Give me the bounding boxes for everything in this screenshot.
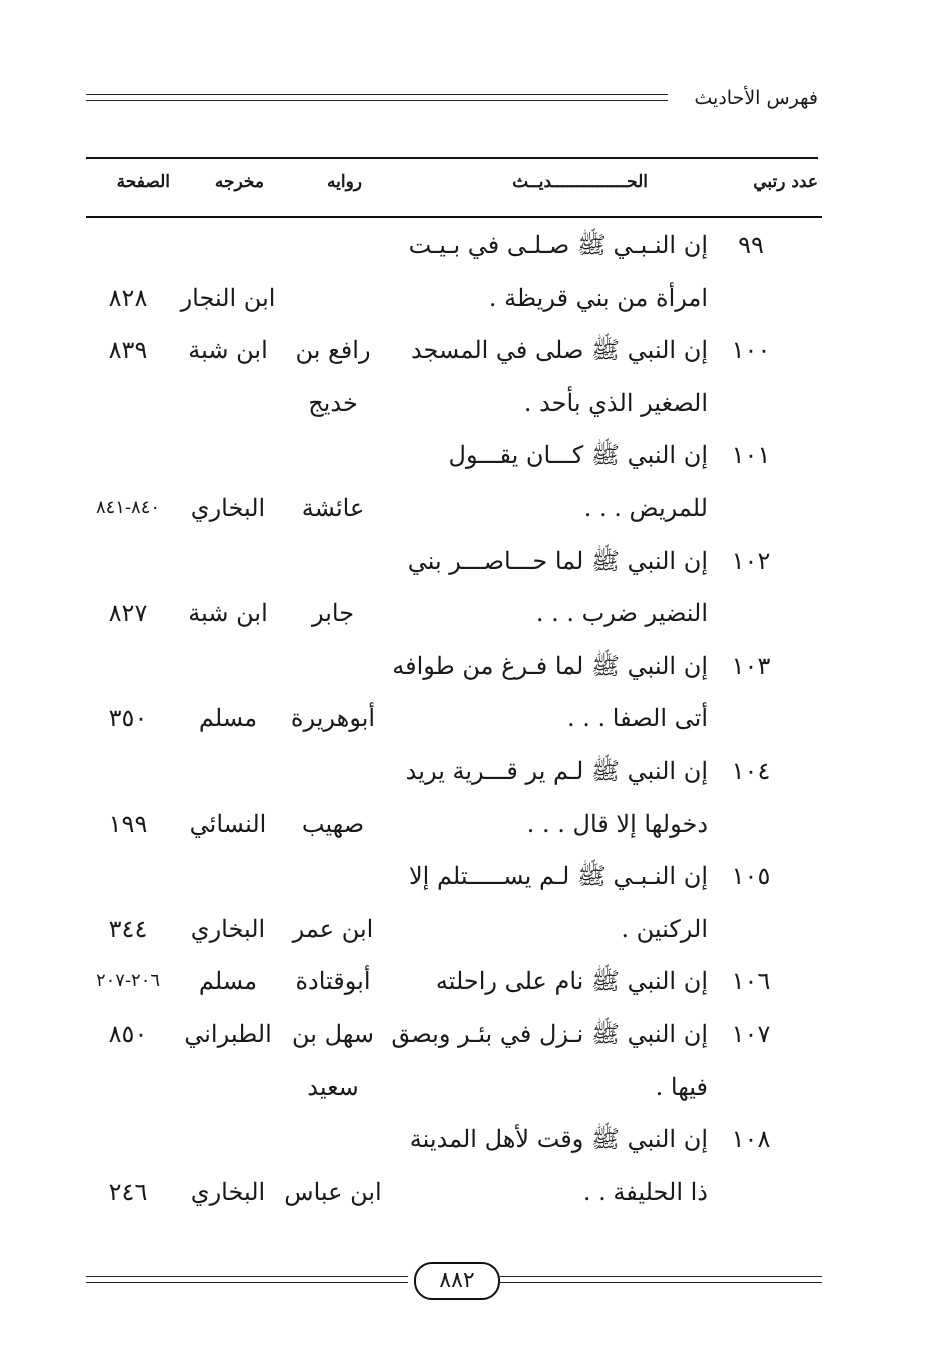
page-ref: ٣٥٠ [108,704,148,732]
header-source: مخرجه [214,172,264,192]
source: النسائي [189,810,267,838]
hadith-text: دخولها إلا قال . . . [526,810,708,838]
row-number: ١٠٦ [731,967,771,995]
header-number: عدد رتبي [753,172,818,192]
table-top-rule [86,157,818,159]
page-number: ٨٨٢ [414,1262,500,1300]
narrator: رافع بن [295,336,371,364]
row-number: ١٠٠ [731,336,771,364]
hadith-text: إن النبي ﷺ وقت لأهل المدينة [409,1125,708,1153]
page-ref: ٨٢٨ [108,284,148,312]
narrator: سعيد [307,1073,359,1101]
hadith-text: إن النبي ﷺ نام على راحلته [435,967,708,995]
footer-rule [500,1276,822,1277]
narrator: أبوقتادة [295,967,371,995]
hadith-text: إن النبي ﷺ نـزل في بئـر وبصق [391,1020,708,1048]
source: مسلم [198,967,258,995]
narrator: سهل بن [292,1020,374,1048]
page-ref: ٨٣٩ [108,336,148,364]
page-ref: ١٩٩ [108,810,148,838]
row-number: ١٠٥ [731,862,771,890]
source: ابن شبة [188,336,268,364]
hadith-text: النضير ضرب . . . [535,599,708,627]
running-head [86,84,818,114]
row-number: ٩٩ [738,231,764,259]
footer-rule [500,1282,822,1283]
hadith-text: إن النـبـي ﷺ صـلـى في بـيـت [408,231,708,259]
hadith-text: إن النبي ﷺ لما حـــاصـــر بني [407,547,708,575]
header-narrator: روايه [327,172,362,192]
page-ref: ٨٢٧ [108,599,148,627]
header-hadith: الحـــــــــــــــديــث [512,172,648,192]
row-number: ١٠٧ [731,1020,771,1048]
hadith-text: فيها . [655,1073,708,1101]
row-number: ١٠٨ [731,1125,771,1153]
page-ref: ٨٤٠-٨٤١ [95,497,161,518]
hadith-text: الركنين . [621,915,708,943]
running-head-rule [86,94,668,95]
narrator: عائشة [301,494,365,522]
row-number: ١٠١ [731,441,771,469]
page-ref: ٢٠٦-٢٠٧ [95,970,161,991]
narrator: ابن عمر [292,915,374,943]
narrator: صهيب [301,810,365,838]
hadith-text: إن النبي ﷺ كـــان يقـــول [448,441,708,469]
narrator: خديج [308,389,358,417]
row-number: ١٠٢ [731,547,771,575]
page-ref: ٢٤٦ [108,1178,148,1206]
source: البخاري [190,494,266,522]
hadith-text: أتى الصفا . . . [567,704,708,732]
hadith-text: إن النبي ﷺ لما فـرغ من طوافه [392,652,708,680]
page-ref: ٣٤٤ [108,915,148,943]
footer-rule [86,1276,408,1277]
source: البخاري [190,915,266,943]
narrator: أبوهريرة [290,704,376,732]
hadith-text: إن النـبـي ﷺ لـم يســـــتلم إلا [408,862,708,890]
header-page: الصفحة [116,172,170,192]
narrator: ابن عباس [284,1178,382,1206]
page-footer [86,1262,822,1302]
source: ابن النجار [180,284,276,312]
hadith-text: إن النبي ﷺ صلى في المسجد [410,336,708,364]
hadith-text: للمريض . . . [583,494,708,522]
running-head-rule [86,100,668,101]
row-number: ١٠٣ [731,652,771,680]
hadith-text: امرأة من بني قريظة . [488,284,708,312]
source: ابن شبة [188,599,268,627]
footer-rule [86,1282,408,1283]
table-header-rule [86,216,822,218]
row-number: ١٠٤ [731,757,771,785]
narrator: جابر [311,599,355,627]
page-ref: ٨٥٠ [108,1020,148,1048]
source: مسلم [198,704,258,732]
hadith-text: ذا الحليفة . . [582,1178,708,1206]
hadith-text: إن النبي ﷺ لـم ير قـــرية يريد [405,757,708,785]
running-title: فهرس الأحاديث [684,84,818,112]
source: الطبراني [184,1020,272,1048]
hadith-text: الصغير الذي بأحد . [523,389,708,417]
source: البخاري [190,1178,266,1206]
